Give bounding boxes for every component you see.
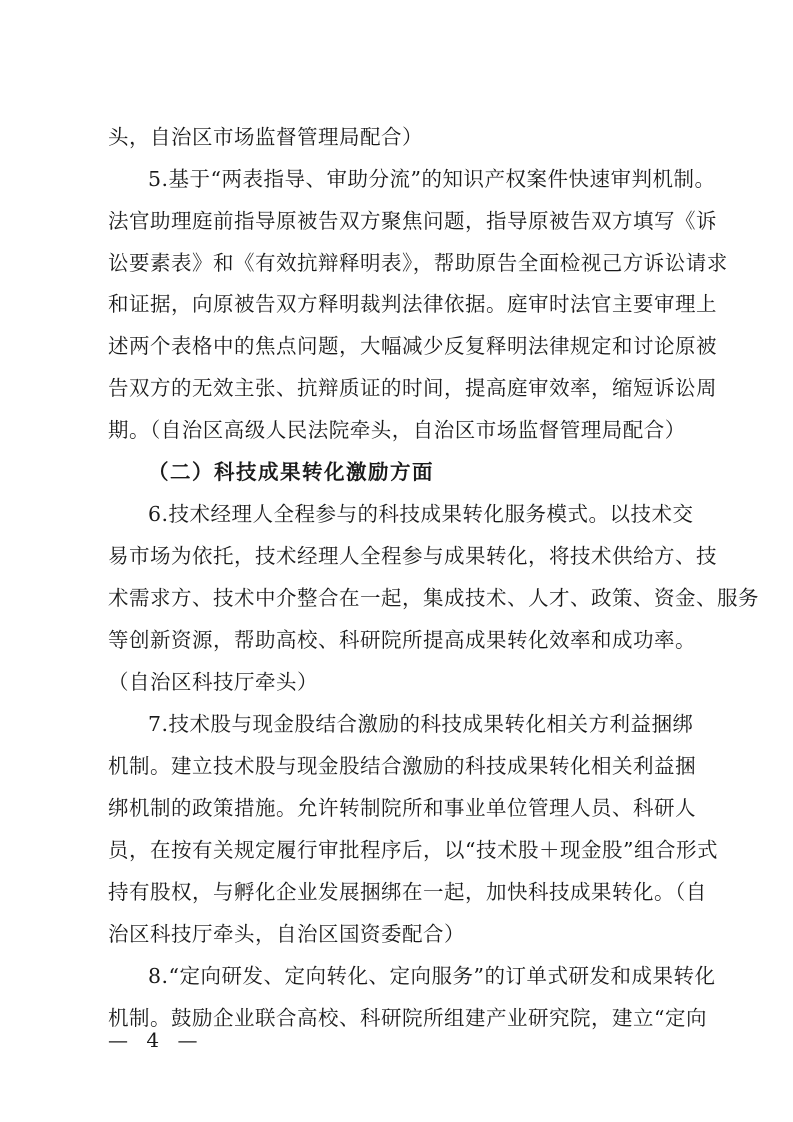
paragraph-line: （自治区科技厅牵头） [108, 670, 318, 694]
page-number: — 4 — [108, 1028, 204, 1052]
paragraph-line: 告双方的无效主张、抗辩质证的时间，提高庭审效率，缩短诉讼周 [108, 376, 717, 400]
paragraph-line: 机制。建立技术股与现金股结合激励的科技成果转化相关利益捆 [108, 754, 696, 778]
section-heading: （二）科技成果转化激励方面 [148, 460, 434, 484]
paragraph-line: 讼要素表》和《有效抗辩释明表》，帮助原告全面检视己方诉讼请求 [108, 251, 728, 275]
paragraph-line: 易市场为依托，技术经理人全程参与成果转化，将技术供给方、技 [108, 544, 717, 568]
paragraph-line: 术需求方、技术中介整合在一起，集成技术、人才、政策、资金、服务 [108, 586, 759, 610]
paragraph-line: 7.技术股与现金股结合激励的科技成果转化相关方利益捆绑 [148, 712, 694, 736]
paragraph-line: 述两个表格中的焦点问题，大幅减少反复释明法律规定和讨论原被 [108, 334, 717, 358]
paragraph-line: 法官助理庭前指导原被告双方聚焦问题，指导原被告双方填写《诉 [108, 209, 717, 233]
paragraph-line: 5.基于“两表指导、审助分流”的知识产权案件快速审判机制。 [148, 167, 716, 191]
paragraph-line: 治区科技厅牵头，自治区国资委配合） [108, 922, 465, 946]
paragraph-line: 头，自治区市场监督管理局配合） [108, 125, 423, 149]
paragraph-line: 等创新资源，帮助高校、科研院所提高成果转化效率和成功率。 [108, 628, 696, 652]
paragraph-line: 和证据，向原被告双方释明裁判法律依据。庭审时法官主要审理上 [108, 292, 717, 316]
paragraph-line: 8.“定向研发、定向转化、定向服务”的订单式研发和成果转化 [148, 964, 716, 988]
paragraph-line: 机制。鼓励企业联合高校、科研院所组建产业研究院，建立“定向 [108, 1006, 707, 1030]
paragraph-line: 6.技术经理人全程参与的科技成果转化服务模式。以技术交 [148, 502, 694, 526]
paragraph-line: 期。（自治区高级人民法院牵头，自治区市场监督管理局配合） [108, 418, 686, 442]
paragraph-line: 绑机制的政策措施。允许转制院所和事业单位管理人员、科研人 [108, 796, 696, 820]
paragraph-line: 员，在按有关规定履行审批程序后，以“技术股＋现金股”组合形式 [108, 838, 718, 862]
paragraph-line: 持有股权，与孵化企业发展捆绑在一起，加快科技成果转化。（自 [108, 880, 707, 904]
